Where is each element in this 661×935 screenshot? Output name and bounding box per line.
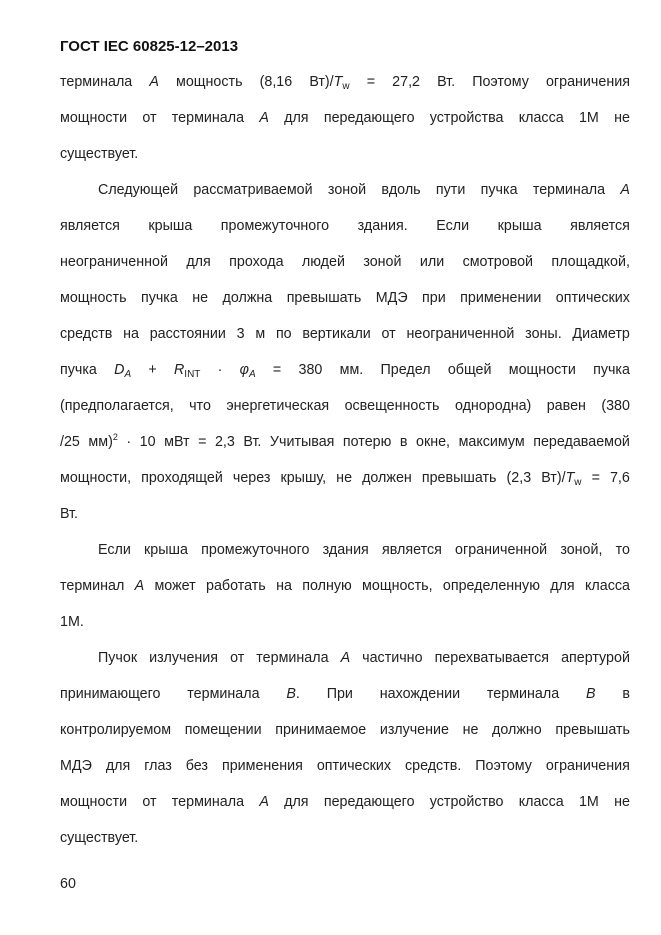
word: площадкой,	[551, 254, 630, 270]
word: ограничения	[545, 758, 630, 774]
word: то	[615, 542, 630, 558]
word: излучения	[149, 650, 219, 666]
word: без	[185, 758, 208, 774]
document-header: ГОСТ IEC 60825-12–2013	[60, 38, 239, 55]
word: класса	[518, 110, 564, 126]
paragraph	[60, 640, 630, 856]
word: МДЭ	[60, 758, 92, 774]
word: Поэтому	[475, 758, 532, 774]
text-line	[60, 352, 630, 388]
word: средств.	[404, 758, 462, 774]
word: Вт.	[437, 74, 456, 90]
word: существует.	[60, 830, 139, 846]
text-line	[60, 280, 630, 316]
word: Вт.	[243, 434, 262, 450]
word: нахождении	[379, 686, 461, 702]
word: класса	[518, 794, 564, 810]
word: пучка	[60, 362, 97, 378]
word: ограничения	[545, 74, 630, 90]
word: Если	[436, 218, 470, 234]
word: терминала	[532, 182, 606, 198]
text-line	[60, 424, 630, 460]
word: A	[149, 74, 159, 90]
word: мощности	[60, 110, 128, 126]
word: здания	[322, 542, 369, 558]
word: пути	[435, 182, 466, 198]
word: не	[614, 794, 630, 810]
word: крыша	[497, 218, 542, 234]
word: 3	[236, 326, 245, 342]
word: промежуточного	[220, 218, 330, 234]
word: не	[462, 722, 479, 738]
word: равен	[546, 398, 586, 414]
word: B.	[286, 686, 300, 702]
word: мощности,	[60, 470, 132, 486]
word: не	[192, 290, 209, 306]
word: помещении	[184, 722, 262, 738]
word: м	[255, 326, 266, 342]
word: для	[284, 110, 309, 126]
word: мощность	[175, 74, 243, 90]
word: частично	[362, 650, 423, 666]
word: зоной	[327, 182, 367, 198]
word: Учитывая	[269, 434, 335, 450]
word: Поэтому	[472, 74, 529, 90]
word: A	[134, 578, 145, 594]
word: терминала	[256, 650, 329, 666]
paragraph	[60, 172, 630, 532]
text-line	[60, 640, 630, 676]
word: апертурой	[561, 650, 630, 666]
text-line	[60, 460, 630, 496]
word: Вт.	[60, 506, 78, 522]
word: передающего	[323, 794, 415, 810]
word: 7,6	[609, 470, 630, 486]
word: однородна)	[454, 398, 532, 414]
word: излучение	[379, 722, 449, 738]
word: Пучок	[98, 650, 138, 666]
word: расстоянии	[149, 326, 226, 342]
word: /25	[60, 434, 80, 450]
word: (предполагается,	[60, 398, 174, 414]
word: A	[259, 794, 269, 810]
word: =	[366, 74, 376, 90]
word: +	[148, 362, 157, 378]
paragraph	[60, 64, 630, 172]
text-line	[60, 604, 630, 640]
word: =	[272, 362, 282, 378]
word: $D_A$	[114, 362, 132, 380]
word: на	[123, 326, 139, 342]
word: не	[336, 470, 353, 486]
word: на	[276, 578, 292, 594]
word: мощности	[508, 362, 576, 378]
word: людей	[301, 254, 345, 270]
word: должна	[222, 290, 273, 306]
word: не	[614, 110, 630, 126]
word: потерю	[342, 434, 392, 450]
word: применения	[221, 758, 303, 774]
word: передающего	[323, 110, 415, 126]
word: превышать	[421, 470, 497, 486]
word: B	[585, 686, 596, 702]
text-line	[60, 820, 630, 856]
word: применении	[460, 290, 542, 306]
word: глаз	[144, 758, 172, 774]
text-line	[60, 388, 630, 424]
text-line	[60, 172, 630, 208]
word: мм.	[339, 362, 364, 378]
word: 27,2	[392, 74, 420, 90]
word: терминал	[60, 578, 125, 594]
word: промежуточного	[201, 542, 310, 558]
text-line	[60, 244, 630, 280]
word: Следующей	[98, 182, 179, 198]
word: $Вт)/T_w$	[541, 470, 582, 488]
word: пучка	[480, 182, 518, 198]
word: устройство	[429, 794, 504, 810]
word: 1М	[578, 794, 599, 810]
word: оптических	[555, 290, 630, 306]
word: полную	[302, 578, 352, 594]
text-line	[60, 100, 630, 136]
word: (8,16	[259, 74, 293, 90]
word: вертикали	[302, 326, 371, 342]
word: неограниченной	[60, 254, 168, 270]
word: =	[591, 470, 600, 486]
word: от	[230, 650, 245, 666]
word: ·	[126, 434, 132, 450]
word: =	[198, 434, 207, 450]
word: что	[189, 398, 211, 414]
word: $\varphi_A$	[239, 362, 256, 380]
word: принимаемое	[275, 722, 367, 738]
text-line	[60, 568, 630, 604]
word: при	[422, 290, 446, 306]
word: терминала	[486, 686, 560, 702]
text-line	[60, 784, 630, 820]
word: перехватывается	[434, 650, 550, 666]
word: 380	[298, 362, 323, 378]
word: крыша	[144, 542, 188, 558]
word: 2,3	[214, 434, 235, 450]
word: для	[105, 758, 131, 774]
word: через	[232, 470, 271, 486]
word: для	[186, 254, 211, 270]
word: от	[142, 110, 157, 126]
word: максимум	[458, 434, 525, 450]
word: должен	[362, 470, 412, 486]
text-line	[60, 496, 630, 532]
word: в	[399, 434, 408, 450]
paragraph	[60, 532, 630, 640]
word: превышать	[555, 722, 630, 738]
word: Диаметр	[572, 326, 630, 342]
word: терминала	[171, 794, 245, 810]
text-line	[60, 532, 630, 568]
word: зоной	[363, 254, 402, 270]
word: должно	[492, 722, 542, 738]
word: здания.	[357, 218, 408, 234]
word: работать	[206, 578, 266, 594]
word: для	[550, 578, 575, 594]
word: ·	[217, 362, 223, 378]
word: (2,3	[506, 470, 532, 486]
word: крыша	[148, 218, 193, 234]
word: терминала	[187, 686, 260, 702]
word: зоной,	[560, 542, 603, 558]
word: от	[142, 794, 157, 810]
word: оптических	[316, 758, 392, 774]
word: $R_{INT}$	[173, 362, 201, 380]
word: $Вт)/T_w$	[309, 74, 350, 92]
word: A	[620, 182, 630, 198]
word: является	[382, 542, 442, 558]
word: мощность	[60, 290, 127, 306]
word: Если	[98, 542, 131, 558]
word: энергетическая	[226, 398, 330, 414]
word: терминала	[171, 110, 245, 126]
word: или	[419, 254, 445, 270]
word: рассматриваемой	[193, 182, 313, 198]
word: При	[326, 686, 353, 702]
text-line	[60, 712, 630, 748]
word: средств	[60, 326, 113, 342]
word: превышать	[286, 290, 362, 306]
word: контролируемом	[60, 722, 172, 738]
text-line	[60, 316, 630, 352]
word: неограниченной	[406, 326, 515, 342]
text-line	[60, 64, 630, 100]
word: мВт	[164, 434, 190, 450]
word: мощность,	[362, 578, 433, 594]
word: окне,	[416, 434, 451, 450]
word: является	[60, 218, 120, 234]
word: 1М	[578, 110, 599, 126]
word: терминала	[60, 74, 133, 90]
word: смотровой	[462, 254, 534, 270]
text-line	[60, 136, 630, 172]
word: существует.	[60, 146, 139, 162]
text-line	[60, 676, 630, 712]
word: принимающего	[60, 686, 161, 702]
word: определенную	[442, 578, 540, 594]
word: устройства	[429, 110, 504, 126]
word: 10	[139, 434, 156, 450]
word: может	[154, 578, 196, 594]
word: от	[381, 326, 396, 342]
word: пучка	[593, 362, 630, 378]
page-number: 60	[60, 876, 76, 892]
text-line	[60, 208, 630, 244]
word: класса	[585, 578, 630, 594]
word: мм)$^2$	[88, 432, 118, 450]
word: освещенность	[344, 398, 440, 414]
word: по	[275, 326, 292, 342]
word: вдоль	[381, 182, 421, 198]
word: передаваемой	[533, 434, 630, 450]
word: проходящей	[141, 470, 223, 486]
word: ограниченной	[455, 542, 548, 558]
word: A	[340, 650, 351, 666]
word: Предел	[380, 362, 431, 378]
word: для	[284, 794, 309, 810]
word: мощности	[60, 794, 128, 810]
document-body	[60, 64, 630, 856]
word: A	[259, 110, 269, 126]
word: прохода	[229, 254, 284, 270]
word: в	[622, 686, 630, 702]
word: крышу,	[280, 470, 327, 486]
word: является	[570, 218, 630, 234]
word: общей	[447, 362, 492, 378]
word: МДЭ	[375, 290, 408, 306]
word: (380	[601, 398, 630, 414]
text-line	[60, 748, 630, 784]
word: зоны.	[525, 326, 562, 342]
word: 1М.	[60, 614, 84, 630]
word: пучка	[140, 290, 178, 306]
